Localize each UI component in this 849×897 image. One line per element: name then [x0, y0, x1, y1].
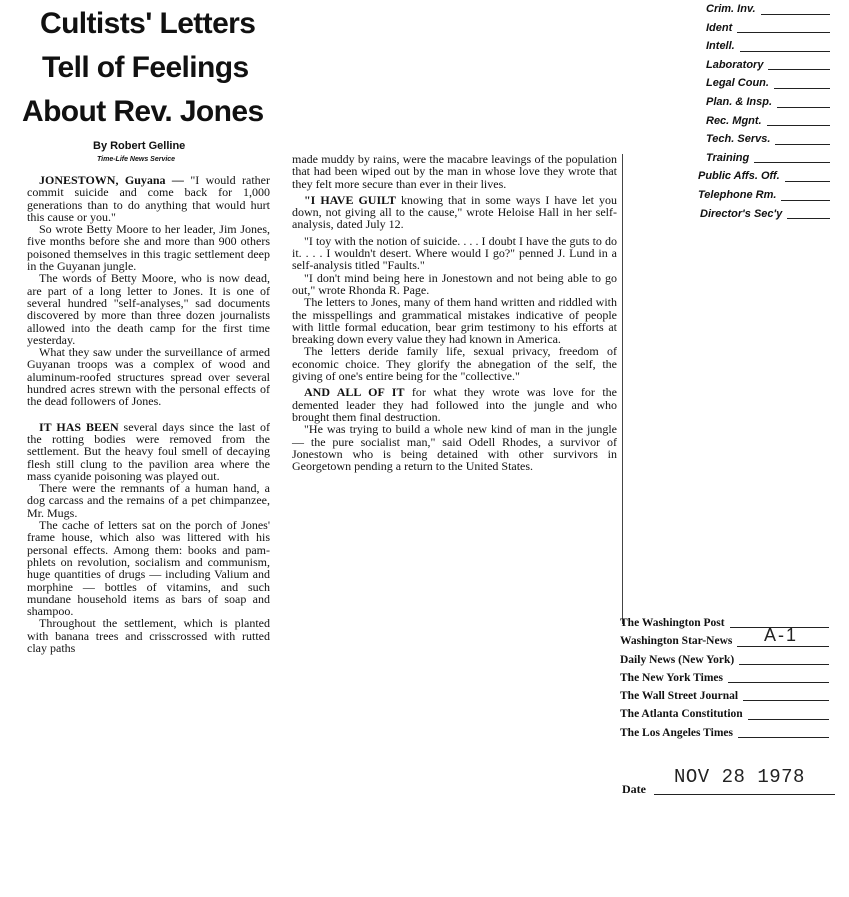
routing-label: Laboratory — [706, 58, 764, 71]
routing-item — [696, 37, 836, 56]
paragraph: So wrote Betty Moore to her leader, Jim Jones, five months before she and more than 900 others poisoned themselves in this tragic settlement deep in the Guyanan jungle. — [27, 222, 270, 274]
paragraph: made muddy by rains, were the macabre leavings of the population that had been wiped out by the man in whose love they wrote that they felt more secure than ever in their lives. — [292, 152, 617, 191]
byline: By Robert Gelline — [93, 140, 186, 152]
paragraph-text: several days since the last of the rotting bodies were removed from the settlement. But the heavy foul smell of decaying flesh still clung to the pavilion area where the mass cyanide poisoning was played out. — [27, 419, 271, 483]
paragraph — [27, 421, 270, 482]
headline-line-3: About Rev. Jones — [22, 95, 264, 128]
headline-line-2: Tell of Feelings — [42, 51, 249, 84]
paragraph-text: knowing that in some ways I have let you down, not giving all to the cause," wrote Heloise Hall in her self-analysis, dated July 12. — [292, 192, 617, 232]
newspaper-item — [620, 724, 835, 742]
routing-item — [696, 130, 836, 149]
paragraph: "He was trying to build a whole new kind of man in the jungle — the pure socialist man," said Odell Rhodes, a survivor of Jonestown who is being detained with other survivors in Georgetown pending a return to the United States. — [292, 422, 617, 474]
handwritten-page-note: A-1 — [764, 625, 799, 645]
paragraph: There were the remnants of a human hand, a dog carcass and the remains of a pet chimpanzee, Mr. Mugs. — [27, 481, 270, 520]
routing-item — [696, 205, 836, 224]
paragraph: The letters to Jones, many of them hand written and riddled with the misspellings and grammatical mistakes indicative of people with little formal education, bear grim testimony to his efforts at breaking down every value they had known in America. — [292, 295, 617, 347]
news-service: Time-Life News Service — [97, 156, 176, 163]
routing-item — [696, 93, 836, 112]
paragraph: Throughout the settlement, which is planted with banana trees and crisscrossed with rutted clay paths — [27, 616, 270, 655]
date-stamp: NOV 28 1978 — [674, 766, 805, 788]
routing-item — [696, 186, 836, 205]
newspaper-label: The New York Times — [620, 671, 723, 684]
column-rule — [622, 154, 623, 624]
newspaper-item — [620, 669, 835, 687]
routing-label: Tech. Servs. — [706, 133, 771, 146]
routing-label: Plan. & Insp. — [706, 95, 773, 108]
paragraph: "I toy with the notion of suicide. . . . I doubt I have the guts to do it. . . . I wouldn't desert. Where would I go?" penned J. Lund in a self-analysis titled "Faults." — [292, 233, 617, 273]
newspaper-item — [620, 687, 835, 705]
paragraph-text: "I would rather commit suicide and come back for 1,000 generations than to do anything that would hurt this cause or you." — [27, 173, 270, 224]
paragraph: What they saw under the surveillance of armed Guyanan troops was a complex of wood and aluminum-roofed structures spread over several hundred acres strewn with the personal effects of the dead followers of Jones. — [27, 345, 270, 409]
newspaper-label: Daily News (New York) — [620, 653, 735, 666]
date-line — [654, 794, 835, 795]
newspaper-item — [620, 614, 835, 632]
paragraph-text: for what they wrote was love for the demented leader they had followed into the jungle and who brought them final destruction. — [292, 385, 617, 424]
newspaper-label: The Washington Post — [620, 617, 725, 629]
routing-label: Intell. — [706, 40, 735, 53]
routing-label: Public Affs. Off. — [698, 170, 780, 183]
routing-label: Crim. Inv. — [706, 3, 756, 15]
headline — [22, 2, 287, 134]
paragraph: "I don't mind being here in Jonestown and not being able to go out," wrote Rhonda R. Page. — [292, 270, 617, 297]
article-column-1 — [27, 174, 270, 654]
newspaper-label: The Los Angeles Times — [620, 726, 733, 739]
routing-label: Director's Sec'y — [700, 207, 783, 220]
routing-list — [696, 0, 836, 223]
routing-item — [696, 0, 836, 19]
routing-item — [696, 149, 836, 168]
routing-label: Legal Coun. — [706, 77, 769, 90]
routing-item — [696, 167, 836, 186]
paragraph: The words of Betty Moore, who is now dead, are part of a long letter to Jones. It is one of several hundred "self-analyses," sad documents discovered by more than three dozen journalists allowed into the death camp for the first time yesterday. — [27, 271, 270, 347]
newspaper-list — [620, 614, 835, 742]
section-lead: IT HAS BEEN — [39, 419, 119, 434]
newspaper-item — [620, 632, 835, 650]
routing-item — [696, 112, 836, 131]
routing-label: Rec. Mgnt. — [706, 114, 762, 127]
section-lead: "I HAVE GUILT — [304, 192, 397, 207]
newspaper-label: The Wall Street Journal — [620, 690, 739, 703]
paragraph — [292, 386, 617, 423]
date-label: Date — [622, 782, 646, 796]
dateline: JONESTOWN, Guyana — — [39, 173, 191, 187]
routing-item — [696, 74, 836, 93]
routing-item — [696, 56, 836, 75]
headline-line-1: Cultists' Letters — [40, 7, 256, 40]
newspaper-label: The Atlanta Constitution — [620, 708, 743, 721]
paragraph: The letters deride family life, sexual privacy, freedom of economic choice. They glorify the abnegation of the self, the giving of one's entire being for the "collective." — [292, 344, 617, 384]
routing-item — [696, 19, 836, 38]
article-column-2 — [292, 153, 617, 472]
newspaper-item — [620, 651, 835, 669]
routing-label: Training — [706, 151, 750, 164]
paragraph — [292, 194, 617, 231]
newspaper-label: Washington Star-News — [620, 635, 733, 648]
routing-label: Ident — [706, 21, 733, 34]
paragraph — [27, 174, 270, 223]
section-lead: AND ALL OF IT — [304, 385, 405, 400]
newspaper-item — [620, 705, 835, 723]
paragraph: The cache of letters sat on the porch of Jones' frame house, which also was littered with his personal effects. Among them: books and pamphlets on revolution, socialism and communism, huge quantities of drugs — including Valium and morphine — bottles of vitamins, and such mundane household items as bars of soap and shampoo. — [27, 518, 270, 619]
routing-label: Telephone Rm. — [698, 188, 777, 201]
